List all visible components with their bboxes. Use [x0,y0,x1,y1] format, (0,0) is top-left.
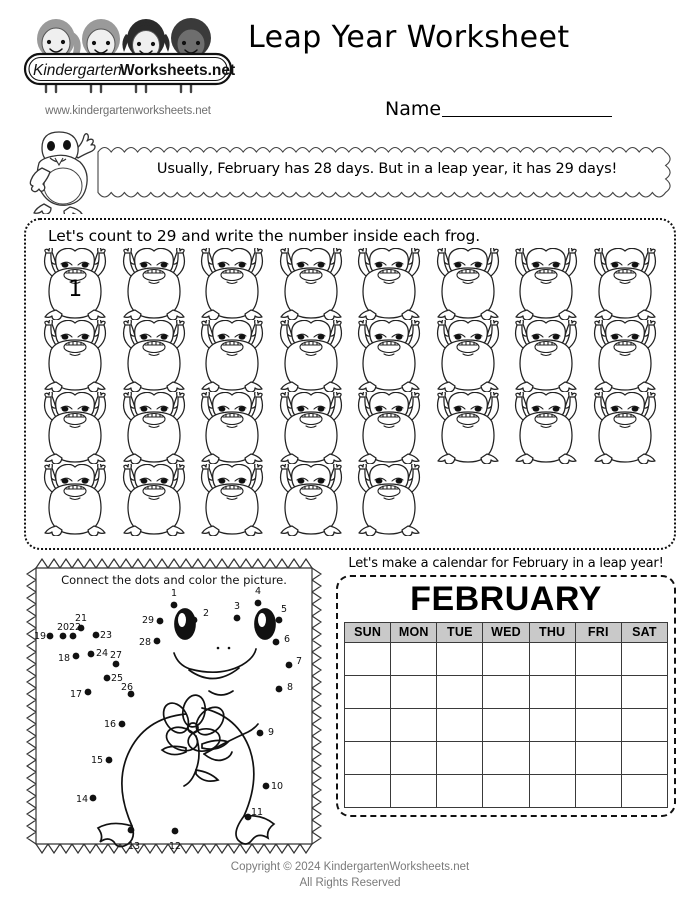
frog-cell[interactable] [194,464,270,536]
connect-dot[interactable] [172,828,179,835]
connect-dot[interactable] [93,632,100,639]
connect-dot[interactable] [286,662,293,669]
calendar-panel [336,556,676,817]
connect-dot[interactable] [154,638,161,645]
frog-cell[interactable] [116,248,192,320]
frog-outline-icon [37,464,113,536]
frog-outline-icon [37,392,113,464]
connect-dot-label: 8 [286,682,294,693]
connect-dot[interactable] [191,617,198,624]
waving-frog-icon [22,128,100,214]
copyright-text: Copyright © 2024 KindergartenWorksheets.net [230,861,470,873]
frog-cell[interactable] [194,392,270,464]
calendar-day-cell[interactable] [529,642,575,675]
connect-dot-label: 18 [57,653,71,664]
frog-outline-icon [508,392,584,464]
connect-dot-label: 4 [254,586,262,597]
frog-outline-icon [273,248,349,320]
calendar-week-row [345,708,668,741]
frog-outline-icon [273,464,349,536]
connect-dot[interactable] [106,757,113,764]
calendar-table[interactable] [344,622,668,808]
calendar-header-row [345,622,668,642]
logo-text-part2: Worksheets.net [120,62,236,79]
connect-dot-label: 20 [56,622,70,633]
connect-dot[interactable] [88,651,95,658]
calendar-day-cell[interactable] [529,741,575,774]
calendar-day-header: MON [391,622,437,642]
logo-text-part1: Kindergarten [33,62,122,79]
calendar-day-cell[interactable] [345,675,391,708]
calendar-day-header: WED [483,622,529,642]
connect-dot[interactable] [171,602,178,609]
calendar-day-cell[interactable] [575,774,621,807]
connect-dot[interactable] [257,730,264,737]
calendar-day-cell[interactable] [437,774,483,807]
calendar-box [336,575,676,817]
calendar-day-cell[interactable] [621,741,667,774]
frog-cell[interactable] [37,320,113,392]
calendar-day-cell[interactable] [437,708,483,741]
rights-text: All Rights Reserved [299,876,401,889]
connect-dot-label: 10 [270,781,284,792]
page-title: Leap Year Worksheet [248,20,570,55]
frog-cell[interactable] [430,392,506,464]
calendar-month-title: FEBRUARY [410,580,602,618]
frog-cell[interactable] [351,320,427,392]
lower-section [0,556,700,856]
frog-cell[interactable] [116,392,192,464]
frog-cell[interactable] [587,392,663,464]
calendar-day-cell[interactable] [483,774,529,807]
calendar-day-cell[interactable] [621,675,667,708]
name-label: Name [385,98,442,120]
calendar-week-row [345,642,668,675]
frog-cell[interactable] [430,248,506,320]
connect-dot[interactable] [113,661,120,668]
calendar-caption: Let's make a calendar for February in a leap year! [348,556,664,571]
connect-dot-label: 11 [250,807,264,818]
calendar-day-cell[interactable] [345,708,391,741]
calendar-day-cell[interactable] [575,642,621,675]
frog-outline-icon [508,248,584,320]
frog-cell[interactable] [37,248,113,320]
frog-grid [26,248,674,536]
frog-cell[interactable] [194,320,270,392]
connect-dot-label: 21 [74,613,88,624]
connect-dot[interactable] [276,617,283,624]
connect-dot[interactable] [255,600,262,607]
frog-outline-icon [430,320,506,392]
frog-number: 1 [68,277,83,302]
frog-outline-icon [351,248,427,320]
connect-dot-label: 1 [170,588,178,599]
calendar-day-cell[interactable] [621,774,667,807]
calendar-body [345,642,668,807]
frog-outline-icon [273,392,349,464]
frog-cell[interactable] [116,464,192,536]
four-children-icon [18,12,238,104]
frog-outline-icon [587,248,663,320]
calendar-day-cell[interactable] [529,675,575,708]
count-instruction: Let's count to 29 and write the number inside each frog. [48,227,481,245]
calendar-day-cell[interactable] [483,708,529,741]
connect-dot-label: 7 [295,656,303,667]
connect-dot-label: 28 [138,637,152,648]
calendar-day-cell[interactable] [345,774,391,807]
frog-outline-icon [194,320,270,392]
calendar-day-header: SAT [621,622,667,642]
frog-cell[interactable] [508,320,584,392]
connect-dot-label: 24 [95,648,109,659]
connect-dot-label: 9 [267,727,275,738]
frog-cell[interactable] [587,248,663,320]
connect-dot[interactable] [157,618,164,625]
calendar-day-cell[interactable] [483,642,529,675]
frog-outline-icon [351,392,427,464]
connect-dot[interactable] [90,795,97,802]
calendar-day-cell[interactable] [575,675,621,708]
connect-dot-label: 17 [69,689,83,700]
connect-dot-label: 22 [68,622,82,633]
calendar-day-cell[interactable] [437,675,483,708]
calendar-day-cell[interactable] [621,708,667,741]
calendar-day-cell[interactable] [391,675,437,708]
site-url[interactable]: www.kindergartenworksheets.net [45,105,211,117]
page-footer [0,860,700,891]
calendar-day-cell[interactable] [483,741,529,774]
connect-dot-label: 6 [283,634,291,645]
connect-dot[interactable] [128,827,135,834]
calendar-day-cell[interactable] [345,642,391,675]
connect-dot-label: 19 [33,631,47,642]
connect-dot[interactable] [104,675,111,682]
connect-the-dots-canvas[interactable] [26,558,322,854]
connect-dot[interactable] [85,689,92,696]
connect-dot-label: 3 [233,601,241,612]
connect-dot[interactable] [119,721,126,728]
connect-dot[interactable] [263,783,270,790]
frog-outline-icon [194,464,270,536]
frog-outline-icon [587,392,663,464]
frog-outline-icon [508,320,584,392]
connect-dot-label: 12 [168,841,182,852]
frog-outline-icon [273,320,349,392]
frog-outline-icon [116,392,192,464]
calendar-day-cell[interactable] [345,741,391,774]
calendar-week-row [345,675,668,708]
connect-dot-label: 2 [202,608,210,619]
connect-dot-label: 29 [141,615,155,626]
frog-cell[interactable] [587,320,663,392]
frog-cell[interactable] [273,464,349,536]
calendar-day-header: TUE [437,622,483,642]
connect-dot-label: 27 [109,650,123,661]
frog-outline-icon [351,464,427,536]
connect-dot-label: 23 [99,630,113,641]
connect-dot-label: 5 [280,604,288,615]
page-header [0,0,700,130]
connect-dot[interactable] [60,633,67,640]
connect-dot-label: 26 [120,682,134,693]
connect-dot[interactable] [47,633,54,640]
calendar-day-header: FRI [575,622,621,642]
frog-outline-icon [430,248,506,320]
site-logo[interactable] [18,12,238,117]
frog-cell[interactable] [508,248,584,320]
calendar-day-cell[interactable] [529,774,575,807]
calendar-day-cell[interactable] [391,774,437,807]
fact-banner [96,140,674,198]
frog-outline-icon [430,392,506,464]
connect-dot-label: 25 [110,673,124,684]
calendar-day-cell[interactable] [391,642,437,675]
frog-cell[interactable] [273,392,349,464]
calendar-day-cell[interactable] [391,708,437,741]
fact-banner-text: Usually, February has 28 days. But in a leap year, it has 29 days! [156,161,618,177]
connect-dot-label: 15 [90,755,104,766]
calendar-day-cell[interactable] [575,741,621,774]
frog-outline-icon [194,248,270,320]
frog-outline-icon [587,320,663,392]
frog-cell[interactable] [116,320,192,392]
connect-the-dots-panel[interactable] [26,558,322,854]
name-field-row [385,98,612,120]
frog-outline-icon [116,248,192,320]
connect-dot-label: 14 [75,794,89,805]
connect-dot[interactable] [70,633,77,640]
frog-outline-icon [351,320,427,392]
frog-cell[interactable] [37,464,113,536]
connect-dot-label: 13 [127,841,141,852]
calendar-week-row [345,774,668,807]
connect-dot[interactable] [73,653,80,660]
frog-outline-icon [37,248,113,320]
connect-dot[interactable] [273,639,280,646]
frog-cell[interactable] [430,320,506,392]
calendar-day-cell[interactable] [621,642,667,675]
calendar-day-header: SUN [345,622,391,642]
frog-cell[interactable] [273,248,349,320]
calendar-day-cell[interactable] [437,642,483,675]
calendar-day-cell[interactable] [391,741,437,774]
frog-cell[interactable] [37,392,113,464]
frog-count-box [24,218,676,550]
calendar-day-header: THU [529,622,575,642]
frog-cell[interactable] [351,392,427,464]
name-input-line[interactable] [442,116,612,117]
dots-instruction: Connect the dots and color the picture. [61,573,287,587]
connect-dot-label: 16 [103,719,117,730]
frog-outline-icon [116,464,192,536]
frog-outline-icon [116,320,192,392]
calendar-day-cell[interactable] [575,708,621,741]
connect-dot[interactable] [276,686,283,693]
frog-cell[interactable] [508,392,584,464]
frog-cell[interactable] [351,464,427,536]
frog-cell[interactable] [194,248,270,320]
calendar-day-cell[interactable] [437,741,483,774]
frog-outline-icon [37,320,113,392]
frog-cell[interactable] [351,248,427,320]
calendar-day-cell[interactable] [529,708,575,741]
frog-cell[interactable] [273,320,349,392]
fact-banner-row [0,132,700,210]
connect-dot[interactable] [234,615,241,622]
calendar-day-cell[interactable] [483,675,529,708]
calendar-week-row [345,741,668,774]
frog-outline-icon [194,392,270,464]
